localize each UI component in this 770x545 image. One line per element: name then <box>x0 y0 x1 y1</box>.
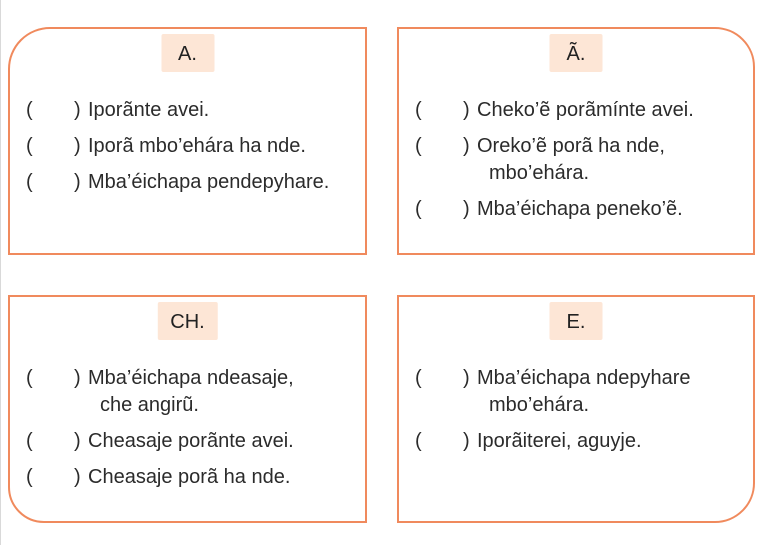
answer-blank-close: ) <box>74 171 81 193</box>
list-item <box>415 97 747 124</box>
page-edge-divider <box>0 0 1 545</box>
card-a <box>8 27 367 255</box>
answer-blank-close: ) <box>74 430 81 452</box>
answer-blank-open[interactable]: ( <box>415 430 422 452</box>
answer-blank-open[interactable]: ( <box>415 99 422 121</box>
answer-blank-close: ) <box>74 466 81 488</box>
list-item <box>415 428 747 455</box>
answer-blank-open[interactable]: ( <box>26 466 33 488</box>
answer-blank-close: ) <box>463 135 470 157</box>
card-label: CH. <box>157 302 217 340</box>
list-item <box>26 464 359 491</box>
answer-blank-close: ) <box>74 99 81 121</box>
answer-blank-close: ) <box>74 135 81 157</box>
answer-blank-close: ) <box>463 198 470 220</box>
item-list <box>415 97 747 232</box>
card-a-tilde <box>397 27 755 255</box>
card-label: A. <box>161 34 214 72</box>
list-item <box>415 365 747 419</box>
list-item <box>26 169 359 196</box>
item-list <box>415 365 747 464</box>
item-line: Iporãiterei, aguyje. <box>477 430 642 452</box>
item-line: Iporã mbo’ehára ha nde. <box>88 135 306 157</box>
item-line: Mba’éichapa ndeasaje, <box>88 367 294 389</box>
item-line-continued: mbo’ehára. <box>489 162 590 184</box>
item-line-continued: mbo’ehára. <box>489 394 590 416</box>
answer-blank-close: ) <box>74 367 81 389</box>
list-item <box>26 97 359 124</box>
answer-blank-open[interactable]: ( <box>26 367 33 389</box>
answer-blank-open[interactable]: ( <box>26 430 33 452</box>
item-line: Cheasaje porãnte avei. <box>88 430 294 452</box>
item-line: Iporãnte avei. <box>88 99 210 121</box>
answer-blank-open[interactable]: ( <box>26 171 33 193</box>
item-list <box>26 365 359 500</box>
item-line: Mba’éichapa pendepyhare. <box>88 171 330 193</box>
item-line: Cheko’ẽ porãmínte avei. <box>477 99 694 121</box>
list-item <box>415 196 747 223</box>
card-e <box>397 295 755 523</box>
item-list <box>26 97 359 205</box>
answer-blank-open[interactable]: ( <box>415 367 422 389</box>
answer-blank-open[interactable]: ( <box>415 198 422 220</box>
answer-blank-open[interactable]: ( <box>415 135 422 157</box>
answer-blank-close: ) <box>463 430 470 452</box>
item-line: Cheasaje porã ha nde. <box>88 466 291 488</box>
card-ch <box>8 295 367 523</box>
answer-blank-close: ) <box>463 99 470 121</box>
answer-blank-close: ) <box>463 367 470 389</box>
list-item <box>26 365 359 419</box>
list-item <box>26 428 359 455</box>
card-label: E. <box>550 302 603 340</box>
item-line-continued: che angirũ. <box>100 394 199 416</box>
answer-blank-open[interactable]: ( <box>26 99 33 121</box>
list-item <box>415 133 747 187</box>
card-label: Ã. <box>550 34 603 72</box>
list-item <box>26 133 359 160</box>
item-line: Mba’éichapa peneko’ẽ. <box>477 198 683 220</box>
answer-blank-open[interactable]: ( <box>26 135 33 157</box>
item-line: Mba’éichapa ndepyhare <box>477 367 691 389</box>
item-line: Oreko’ẽ porã ha nde, <box>477 135 665 157</box>
